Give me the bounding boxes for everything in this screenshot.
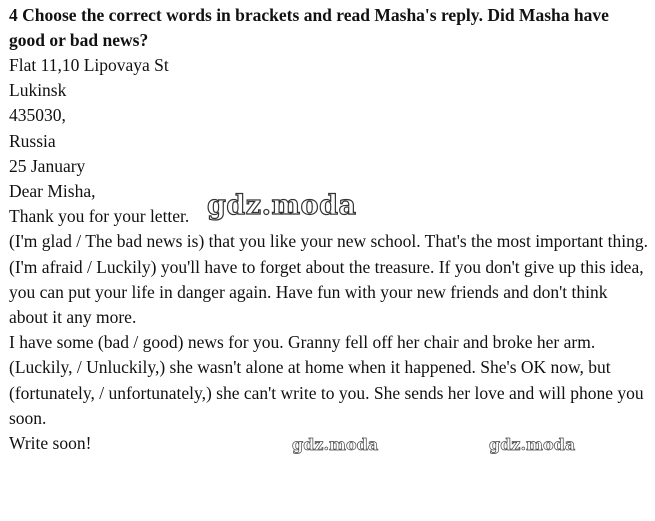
- letter-closing: Write soon!: [9, 433, 92, 454]
- letter-paragraph-2: (I'm afraid / Luckily) you'll have to forget about the treasure. If you don't give up this idea, you can put your life in danger again. Have fun with your new friends and don't think about it any more.: [9, 256, 644, 328]
- letter: [9, 53, 649, 456]
- address-line-street: Flat 11,10 Lipovaya St: [9, 55, 169, 75]
- address-line-city: Lukinsk: [9, 80, 67, 101]
- letter-paragraph-3: I have some (bad / good) news for you. Granny fell off her chair and broke her arm. (Luckily, / Unluckily,) she wasn't alone at home when it happened. She's OK now, but (fortunately, / unfortunately,) she can't write to you. She sends her love and will phone you soon.: [9, 332, 644, 428]
- address-line-postcode: 435030,: [9, 105, 66, 126]
- exercise-page: [9, 3, 649, 456]
- address-line-country: Russia: [9, 130, 56, 151]
- exercise-heading: 4 Choose the correct words in brackets and read Masha's reply. Did Masha have good or bad news?: [9, 5, 609, 50]
- letter-date: 25 January: [9, 155, 86, 176]
- letter-paragraph-1: (I'm glad / The bad news is) that you like your new school. That's the most important thing.: [9, 231, 648, 252]
- letter-thanks: Thank you for your letter.: [9, 206, 190, 227]
- letter-greeting: Dear Misha,: [9, 181, 96, 202]
- watermark-logo-small: gdz.moda: [292, 435, 379, 454]
- watermark-logo-small: gdz.moda: [489, 435, 576, 454]
- watermark-logo: gdz.moda: [207, 190, 357, 221]
